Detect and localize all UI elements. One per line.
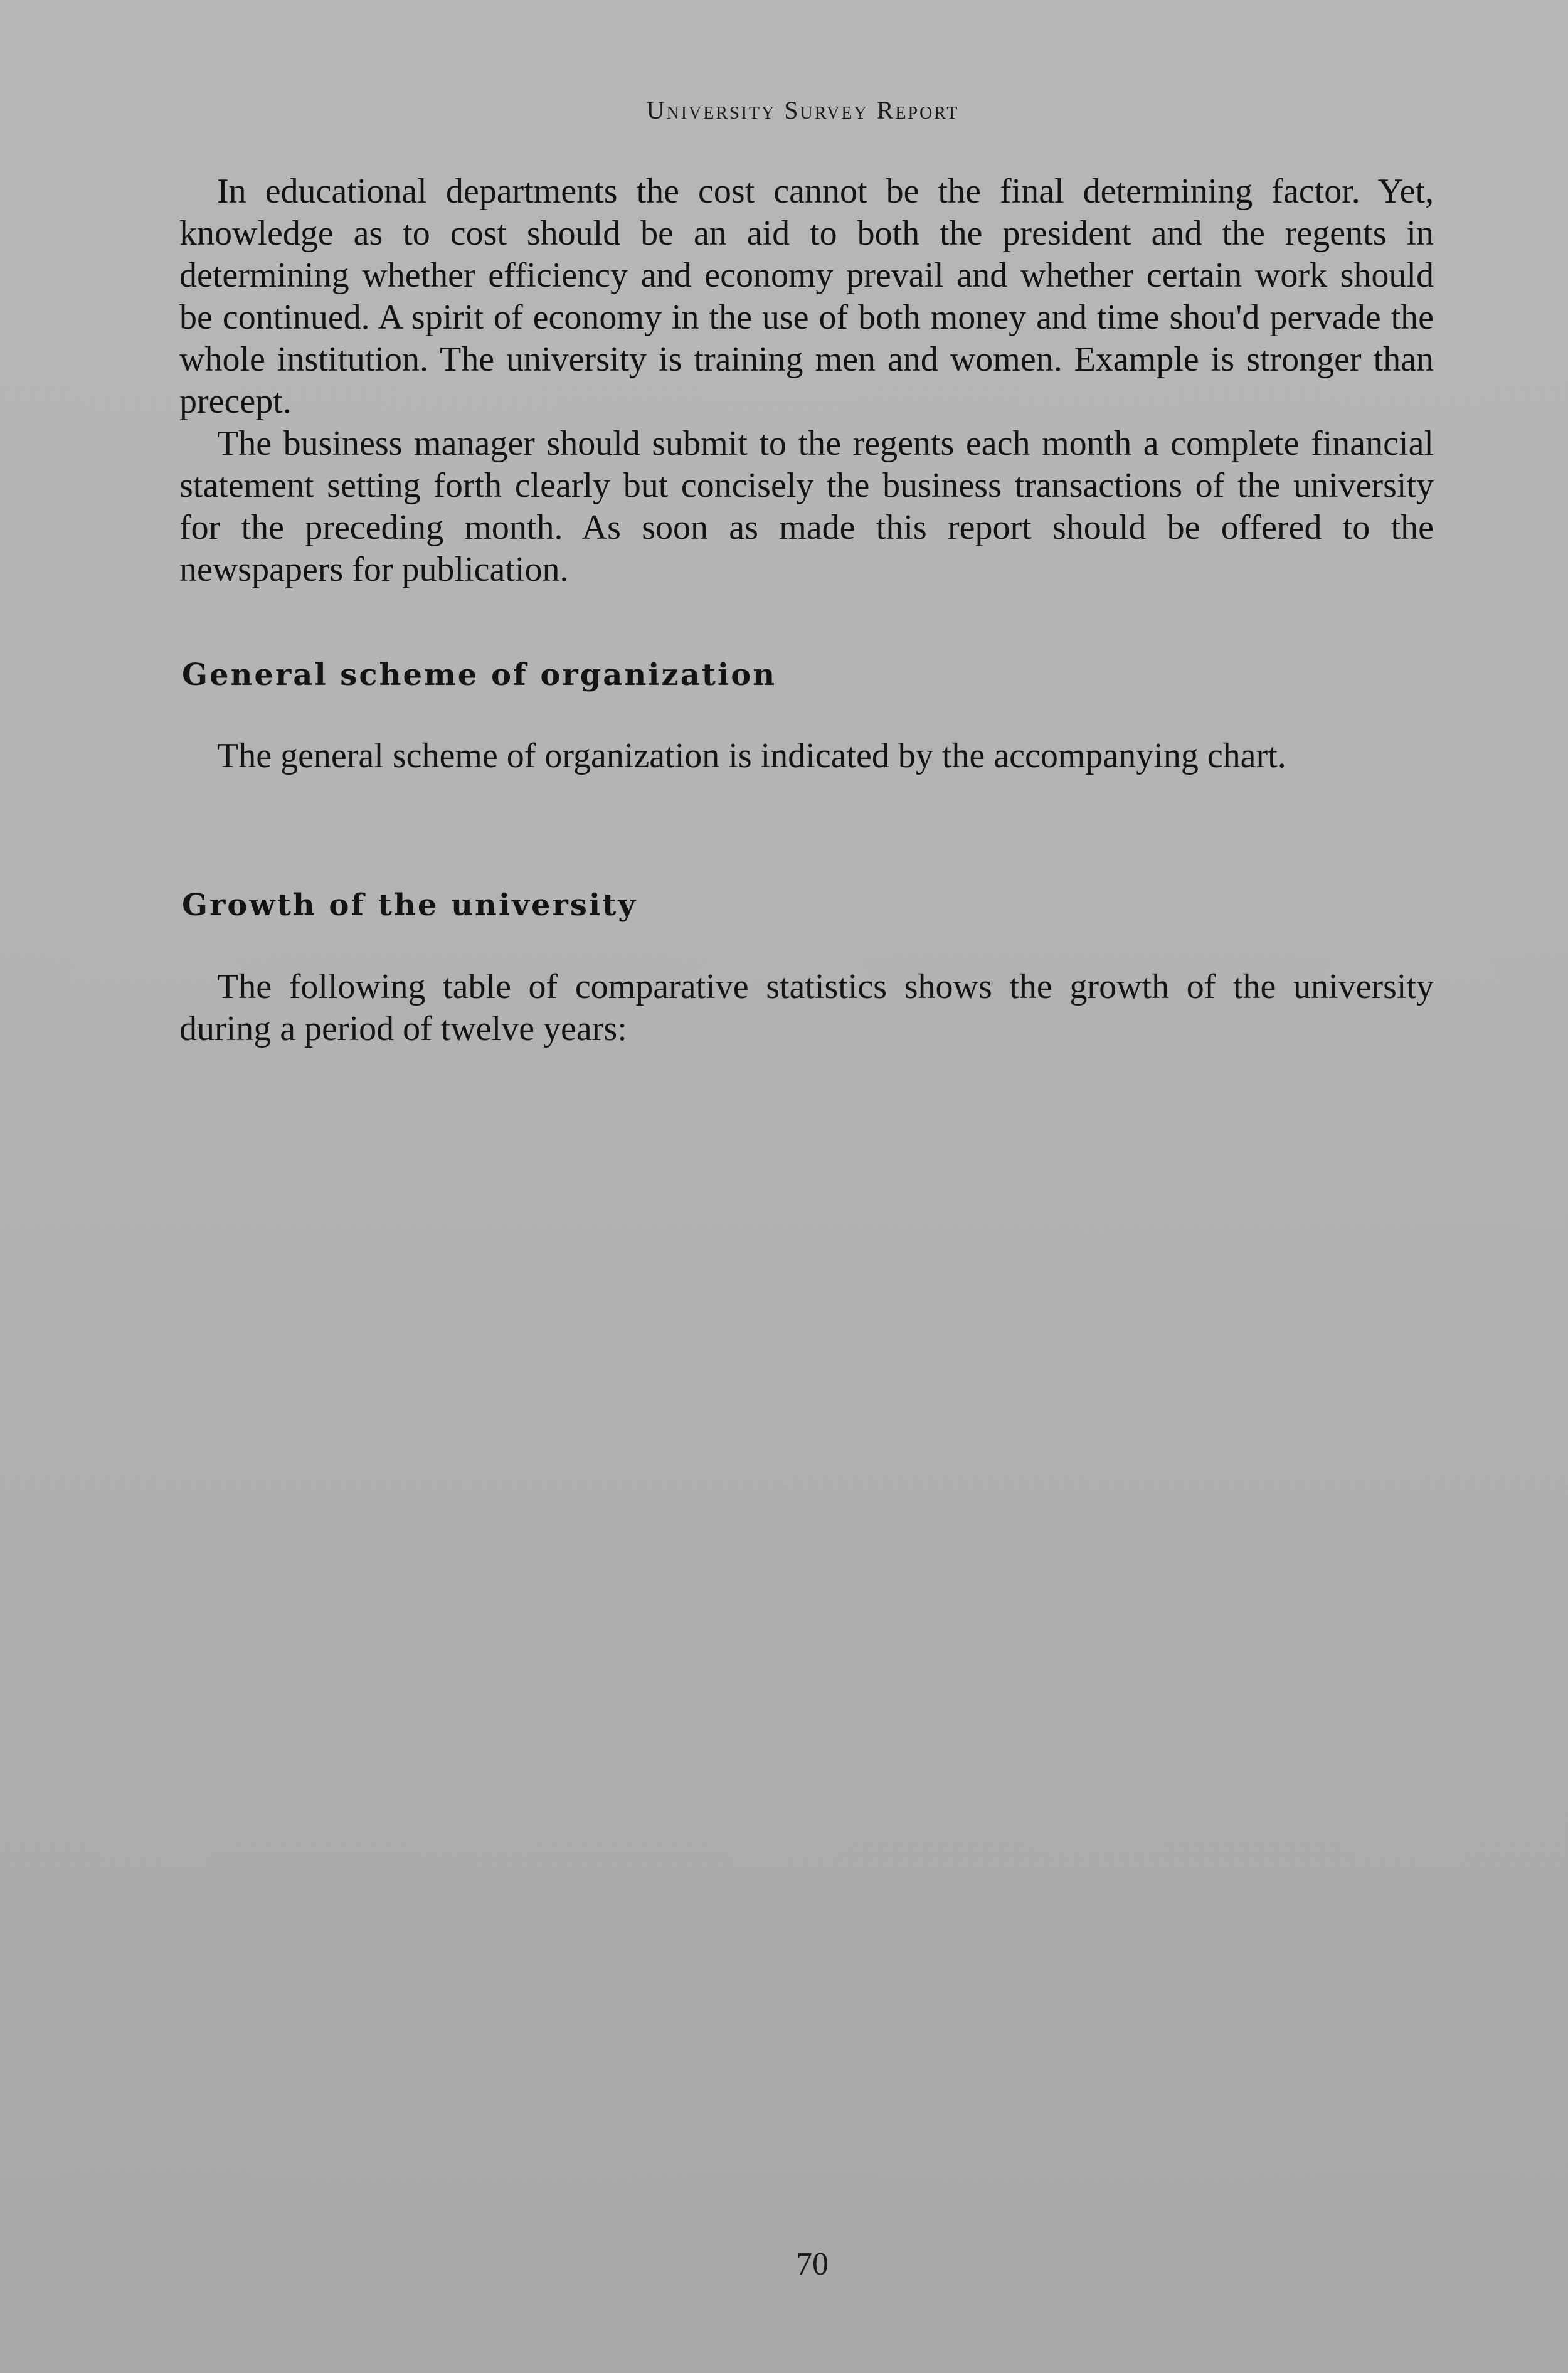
- running-head: University Survey Report: [646, 96, 960, 124]
- paragraph-organization: The general scheme of organization is indicated by the accompanying chart.: [217, 736, 1286, 775]
- section-heading-organization: General scheme of organization: [182, 657, 777, 693]
- paragraph-growth: The following table of comparative statistics shows the growth of the university during a period of twelve years:: [179, 967, 1434, 1048]
- section-heading-growth: Growth of the university: [182, 888, 638, 923]
- page-number: 70: [796, 2246, 829, 2282]
- organization-block: [179, 735, 1434, 777]
- intro-block: [179, 171, 1434, 591]
- paragraph-financial-statement: The business manager should submit to the regents each month a complete financial statement setting forth clearly but concisely the business transactions of the university for the preceding month. As soon as made this report should be offered to the newspapers for publication.: [179, 424, 1434, 589]
- paragraph-cost: In educational departments the cost cannot be the final determining factor. Yet, knowledge as to cost should be an aid to both the president and the regents in determining whether efficiency and economy prevail and whether certain work should be continued. A spirit of economy in the use of both money and time shou'd pervade the whole institution. The university is training men and women. Example is stronger than precept.: [179, 172, 1434, 421]
- growth-block: [179, 966, 1434, 1050]
